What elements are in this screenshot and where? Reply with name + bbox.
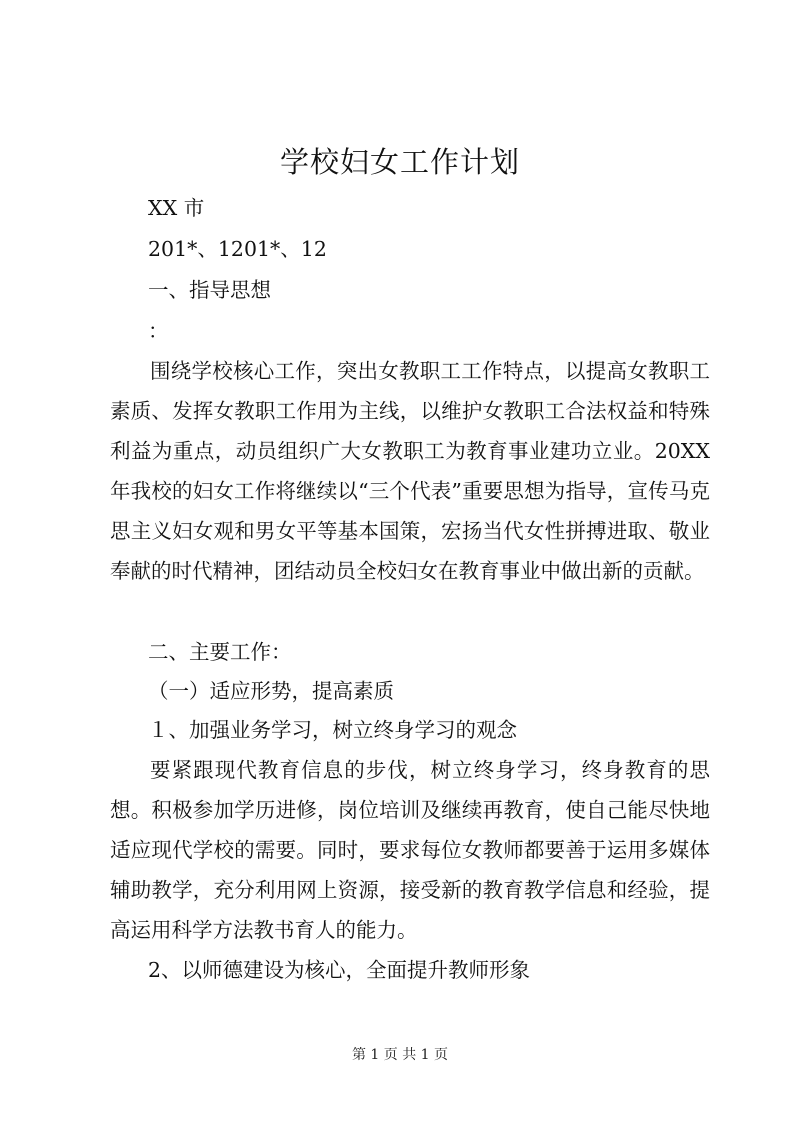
date-line: 201*、1201*、12	[148, 237, 327, 261]
city-line: XX 市	[148, 196, 205, 220]
study-paragraph: 要紧跟现代教育信息的步伐，树立终身学习，终身教育的思想。积极参加学历进修，岗位培训及继续再教育，使自己能尽快地适应现代学校的需要。同时，要求每位女教师都要善于运用多媒体辅助教学，充分利用网上资源，接受新的教育教学信息和经验，提高运用科学方法教书育人的能力。	[110, 758, 710, 942]
item2-heading: 2、以师德建设为核心，全面提升教师形象	[148, 958, 531, 982]
guiding-paragraph: 围绕学校核心工作，突出女教职工工作特点，以提高女教职工素质、发挥女教职工作用为主线，以维护女教职工合法权益和特殊利益为重点，动员组织广大女教职工为教育事业建功立业。20XX 年我校的妇女工作将继续以“三个代表”重要思想为指导，宣传马克思主义妇女观和男女平等基本国策，宏扬当代女性拼搏进取、敬业奉献的时代精神，团结动员全校妇女在教育事业中做出新的贡献。	[110, 359, 710, 583]
page-footer: 第 1 页 共 1 页	[351, 1047, 449, 1063]
item1-heading: １、加强业务学习，树立终身学习的观念	[148, 718, 517, 742]
subsection1-heading: （一）适应形势，提高素质	[148, 679, 394, 703]
document-title: 学校妇女工作计划	[279, 145, 520, 179]
section1-heading: 一、指导思想	[148, 278, 271, 302]
colon-line: ：	[148, 319, 169, 343]
section2-heading: 二、主要工作：	[148, 640, 292, 664]
